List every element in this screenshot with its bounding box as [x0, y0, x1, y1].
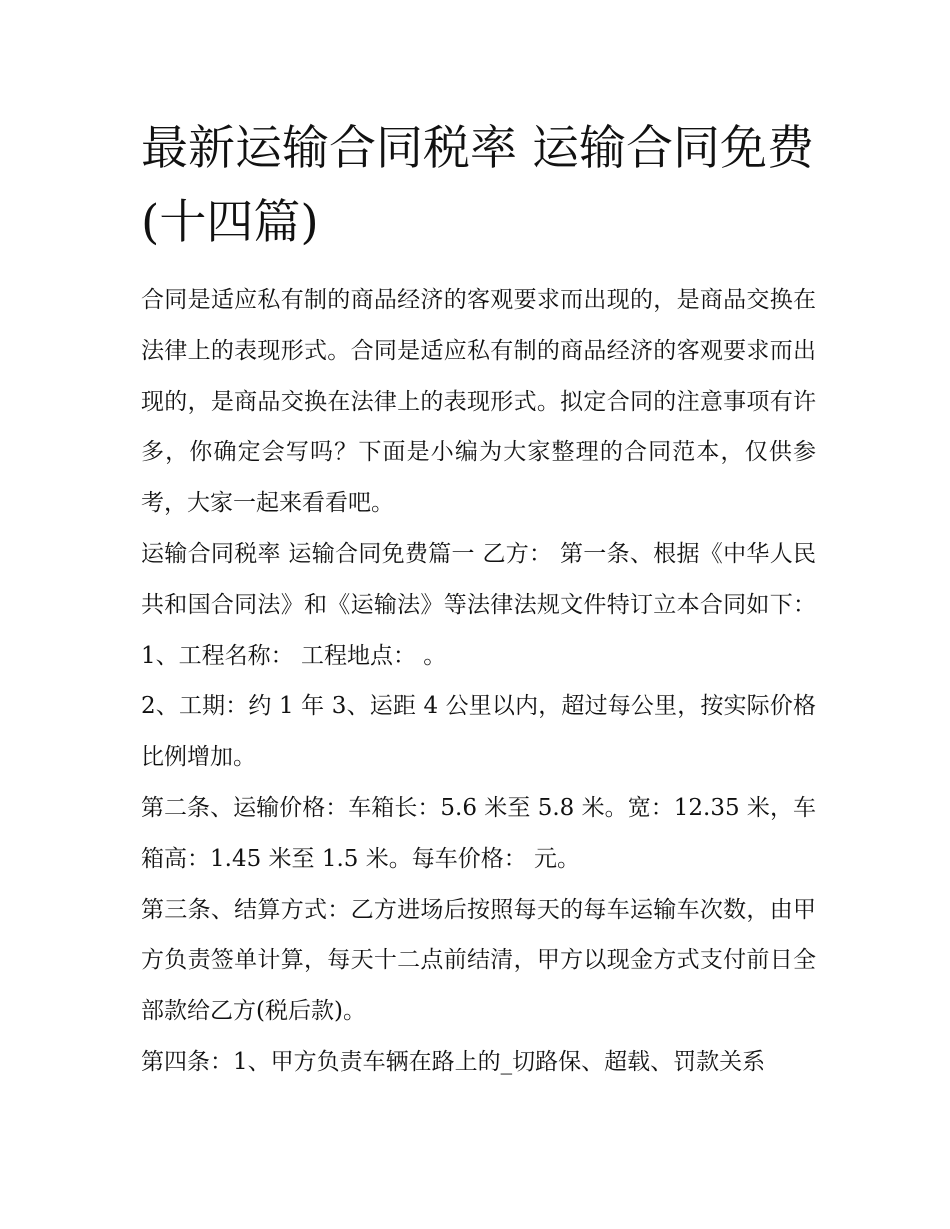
document-title: 最新运输合同税率 运输合同免费(十四篇) [141, 121, 814, 250]
paragraph-article-4: 第四条：1、甲方负责车辆在路上的_切路保、超载、罚款关系 [141, 1048, 766, 1075]
paragraph-article-2: 第二条、运输价格：车箱长：5.6 米至 5.8 米。宽：12.35 米，车箱高：1.45 米至 1.5 米。每车价格： 元。 [141, 794, 816, 872]
document-page [141, 112, 816, 1088]
paragraph-article-3: 第三条、结算方式：乙方进场后按照每天的每车运输车次数，由甲方负责签单计算，每天十二点前结清，甲方以现金方式支付前日全部款给乙方(税后款)。 [141, 896, 816, 1025]
paragraph-intro: 合同是适应私有制的商品经济的客观要求而出现的，是商品交换在法律上的表现形式。合同是适应私有制的商品经济的客观要求而出现的，是商品交换在法律上的表现形式。拟定合同的注意事项有许多，你确定会写吗？下面是小编为大家整理的合同范本，仅供参考，大家一起来看看吧。 [141, 287, 816, 517]
paragraph-item-2: 2、工期：约 1 年 3、运距 4 公里以内，超过每公里，按实际价格比例增加。 [141, 693, 816, 771]
paragraph-article-1: 运输合同税率 运输合同免费篇一 乙方： 第一条、根据《中华人民共和国合同法》和《运输法》等法律法规文件特订立本合同如下： 1、工程名称： 工程地点： 。 [141, 540, 816, 669]
